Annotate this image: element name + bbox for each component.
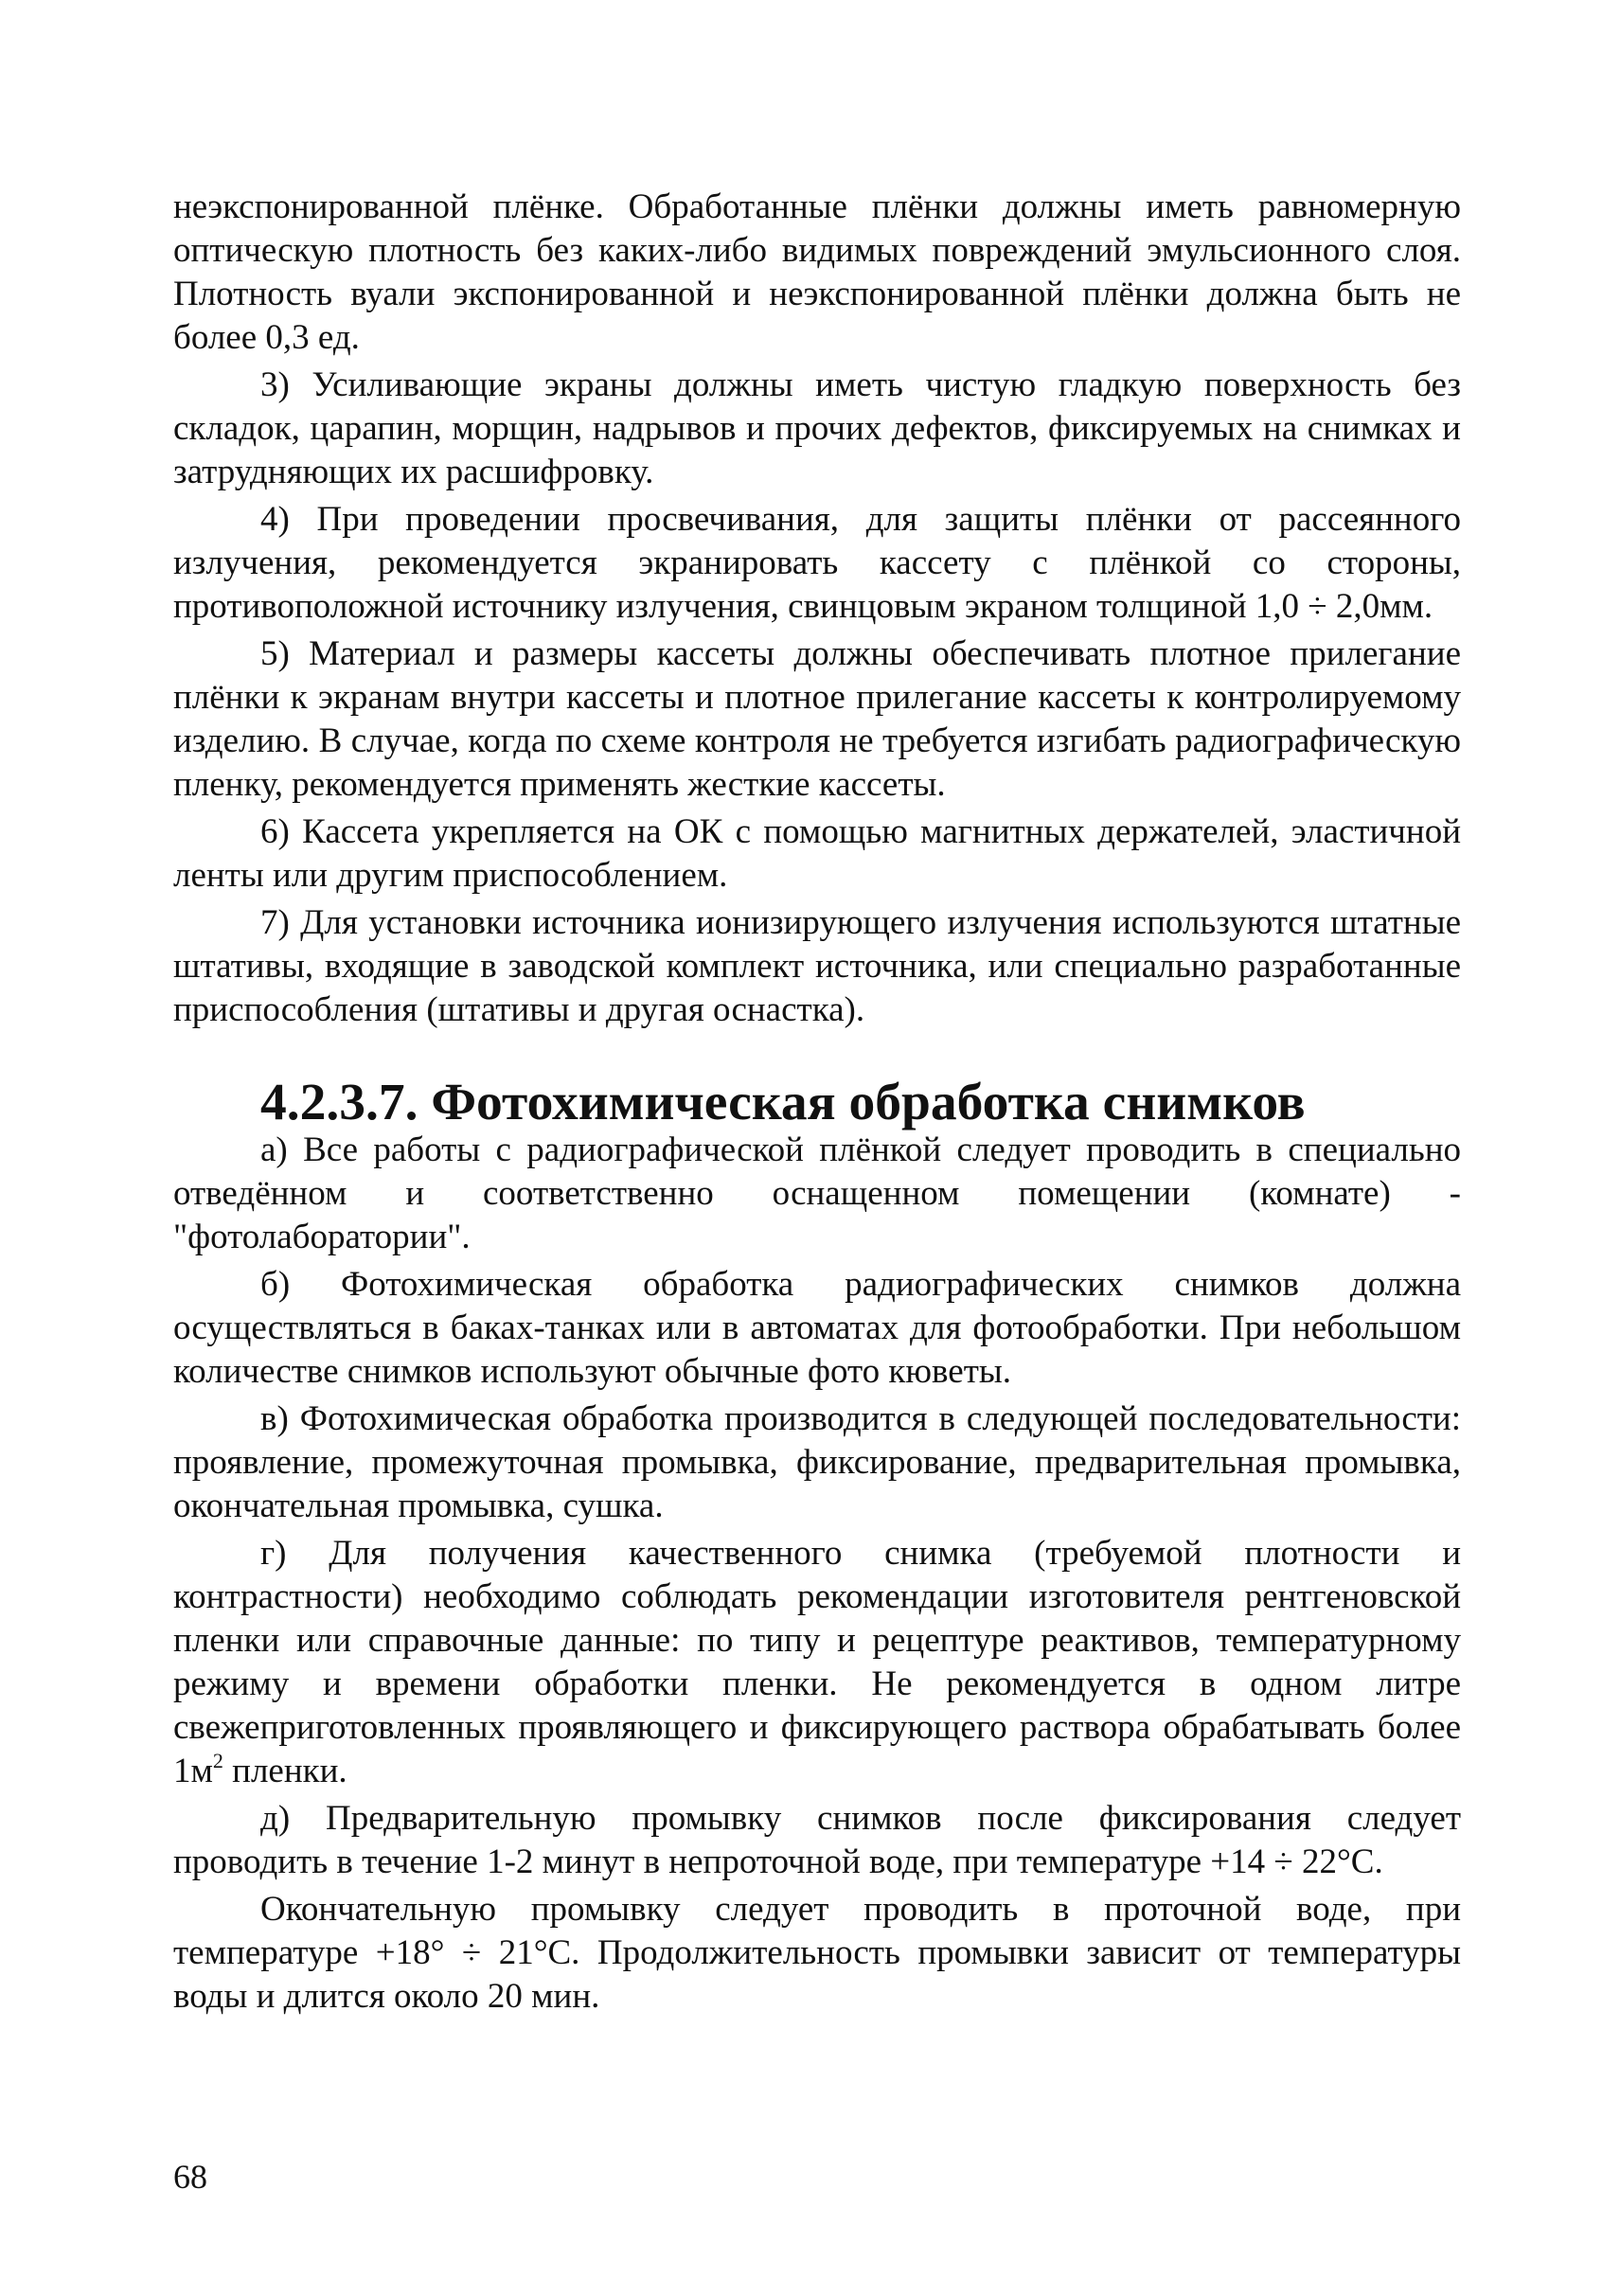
paragraph-final-rinse: Окончательную промывку следует проводить в проточной воде, при температуре +18° ÷ 21°С. Продолжительность промывки зависит от температуры воды и длится около 20 мин.	[173, 1890, 1461, 2016]
paragraph-item-4: 4) При проведении просвечивания, для защиты плёнки от рассеянного излучения, рекомендуется экранировать кассету с плёнкой со стороны, противоположной источнику излучения, свинцовым экраном толщиной 1,0 ÷ 2,0мм.	[173, 500, 1461, 626]
paragraph-item-3: 3) Усиливающие экраны должны иметь чистую гладкую поверхность без складок, царапин, морщин, надрывов и прочих дефектов, фиксируемых на снимках и затрудняющих их расшифровку.	[173, 365, 1461, 491]
paragraph-item-5: 5) Материал и размеры кассеты должны обеспечивать плотное прилегание плёнки к экранам внутри кассеты и плотное прилегание кассеты к контролируемому изделию. В случае, когда по схеме контроля не требуется изгибать радиографическую пленку, рекомендуется применять жесткие кассеты.	[173, 634, 1461, 804]
section-heading: 4.2.3.7. Фотохимическая обработка снимков	[260, 1074, 1306, 1131]
superscript-2: 2	[212, 1749, 223, 1772]
paragraph-item-7: 7) Для установки источника ионизирующего излучения используются штатные штативы, входящие в заводской комплект источника, или специально разработанные приспособления (штативы и другая оснастка).	[173, 903, 1461, 1029]
paragraph-item-v: в) Фотохимическая обработка производится в следующей последовательности: проявление, промежуточная промывка, фиксирование, предварительная промывка, окончательная промывка, сушка.	[173, 1399, 1461, 1525]
paragraph-item-6: 6) Кассета укрепляется на ОК с помощью магнитных держателей, эластичной ленты или другим приспособлением.	[173, 812, 1461, 895]
paragraph-item-d: д) Предварительную промывку снимков после фиксирования следует проводить в течение 1-2 минут в непроточной воде, при температуре +14 ÷ 22°С.	[173, 1799, 1461, 1881]
page-number: 68	[173, 2158, 207, 2196]
paragraph-item-g	[173, 1532, 1461, 1793]
paragraph-film-density: неэкспонированной плёнке. Обработанные плёнки должны иметь равномерную оптическую плотность без каких-либо видимых повреждений эмульсионного слоя. Плотность вуали экспонированной и неэкспонированной плёнки должна быть не более 0,3 ед.	[173, 187, 1461, 357]
paragraph-item-g-text: г) Для получения качественного снимка (требуемой плотности и контрастности) необходимо соблюдать рекомендации изготовителя рентгеновской пленки или справочные данные: по типу и рецептуре реактивов, температурному режиму и времени обработки пленки. Не рекомендуется в одном литре свежеприготовленных проявляющего и фиксирующего раствора обрабатывать более 1м	[173, 1534, 1461, 1790]
paragraph-item-b: б) Фотохимическая обработка радиографических снимков должна осуществляться в баках-танках или в автоматах для фотообработки. При небольшом количестве снимков используют обычные фото кюветы.	[173, 1265, 1461, 1391]
paragraph-item-g-end: пленки.	[223, 1752, 347, 1790]
page-body	[173, 186, 1461, 2022]
paragraph-item-a: а) Все работы с радиографической плёнкой следует проводить в специально отведённом и соответственно оснащенном помещении (комнате) - "фотолаборатории".	[173, 1130, 1461, 1256]
